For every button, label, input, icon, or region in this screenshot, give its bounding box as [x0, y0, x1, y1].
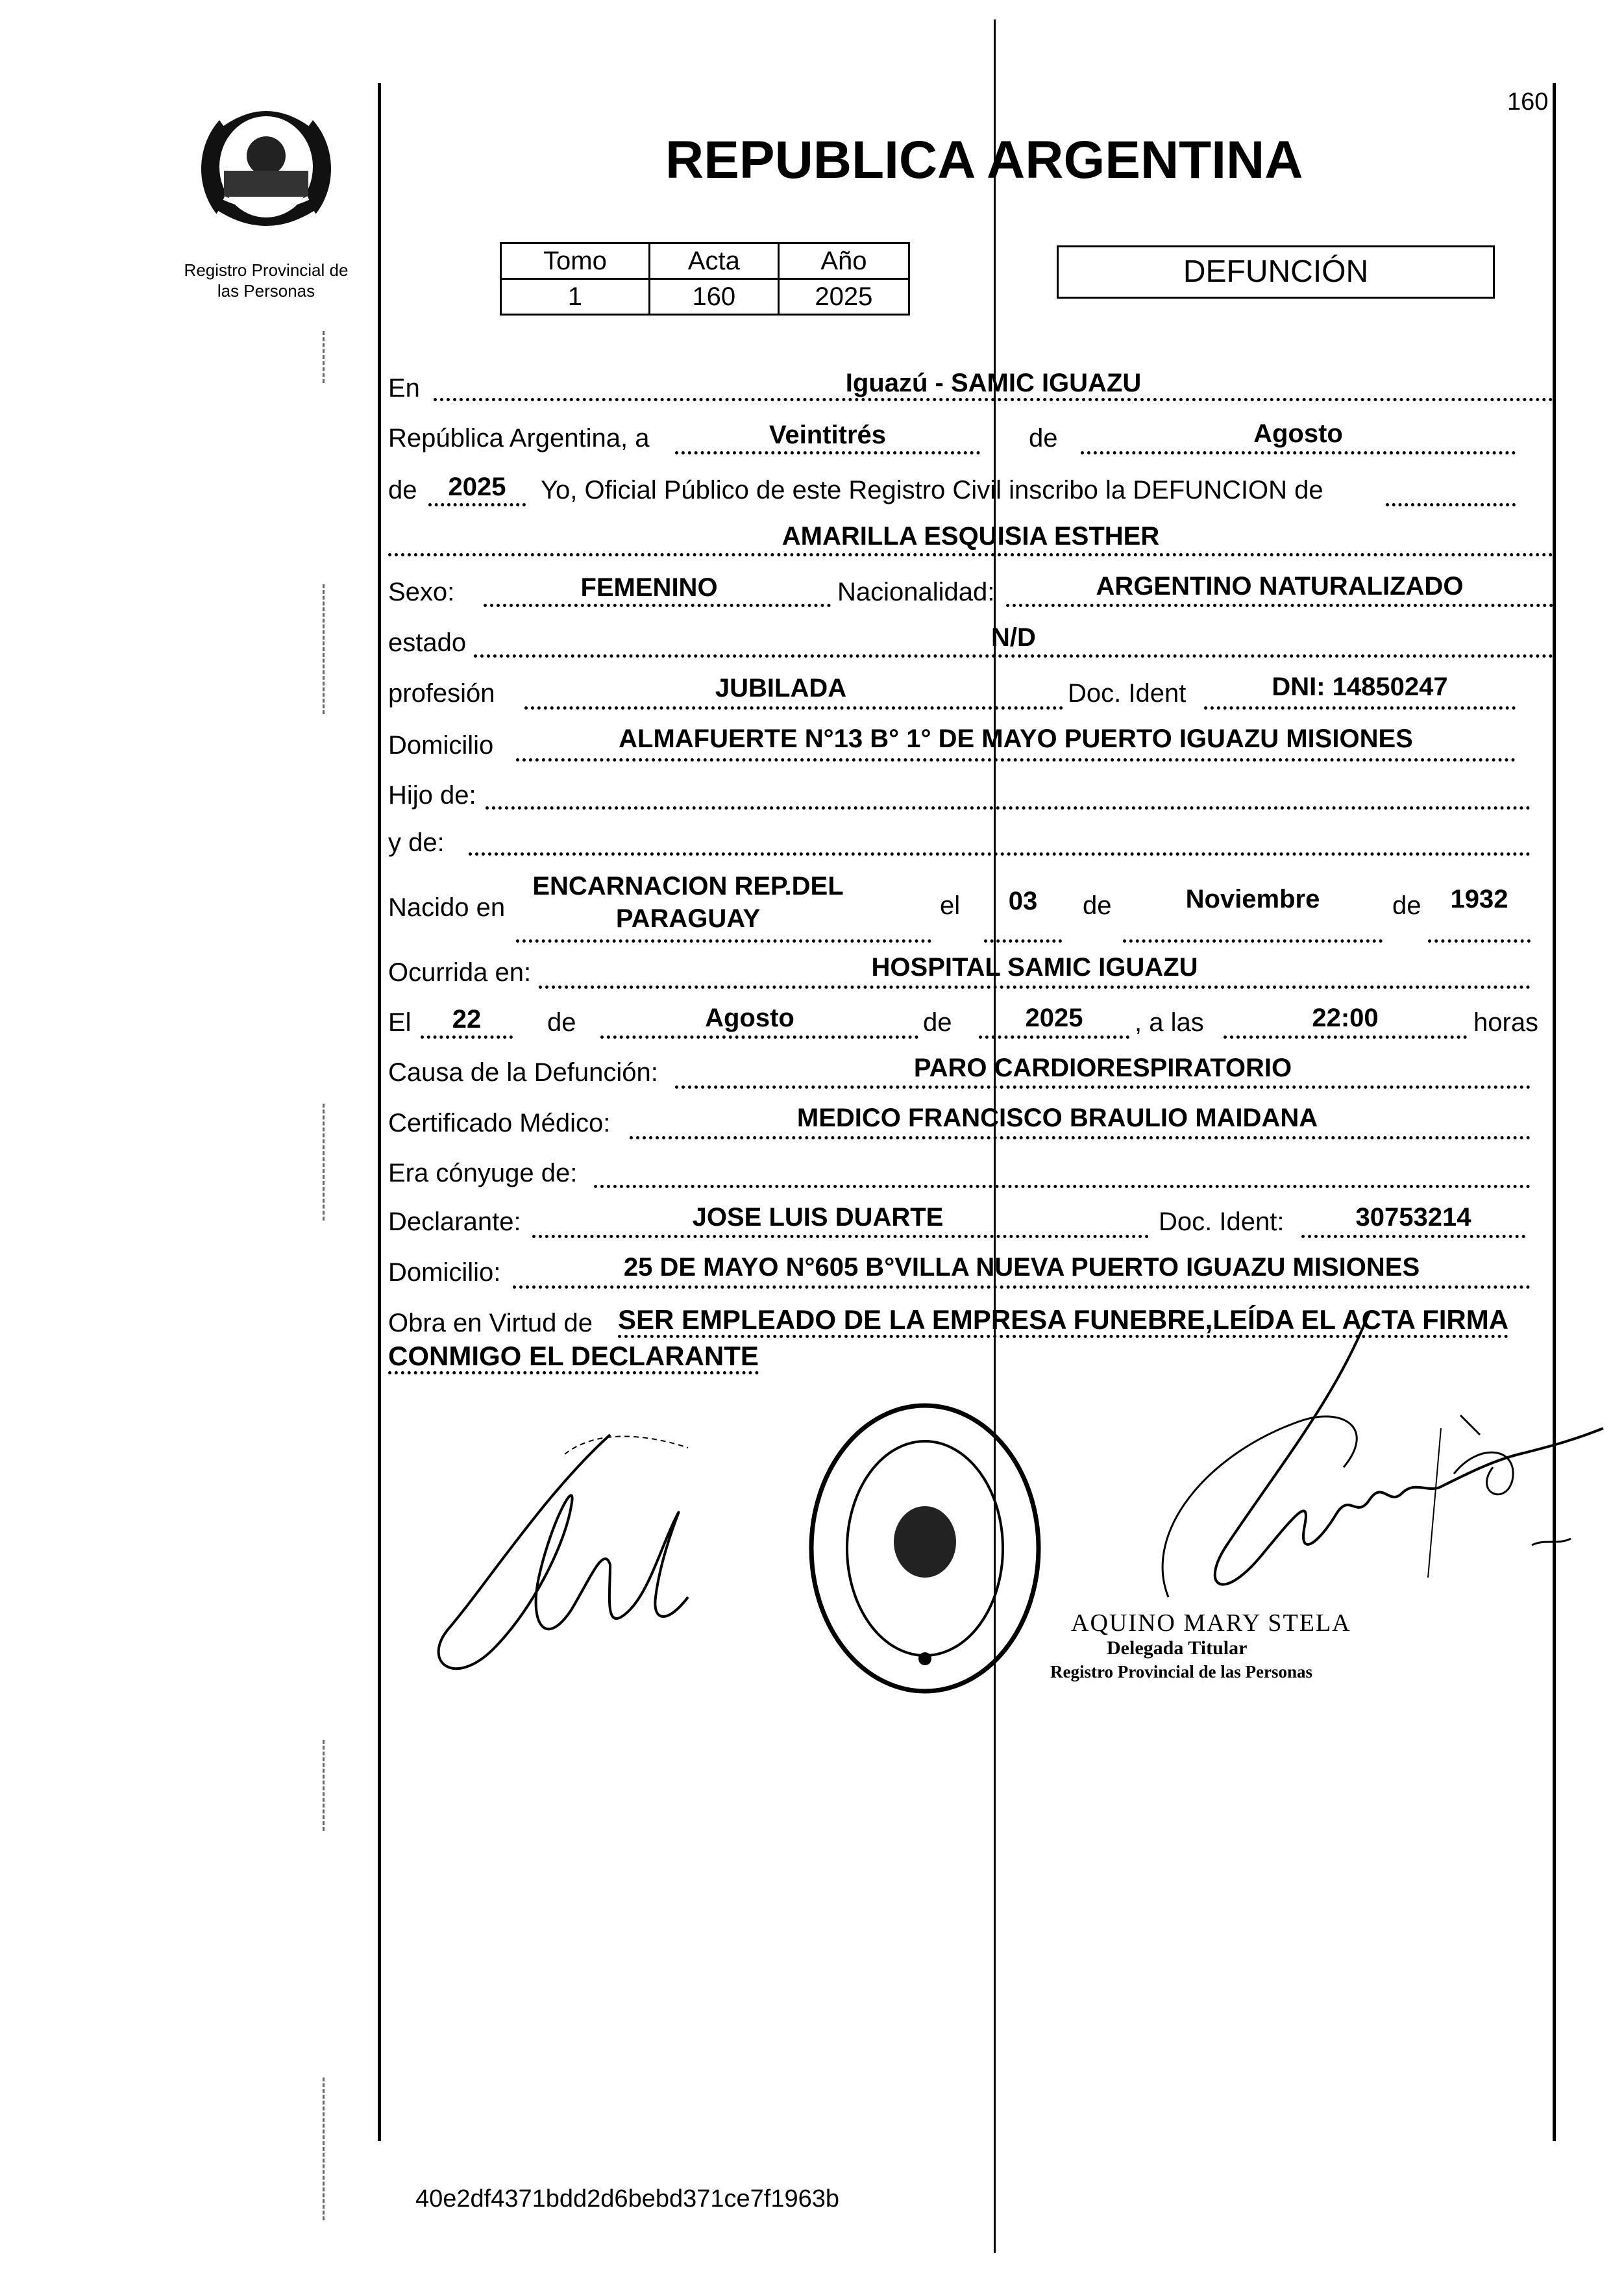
de3-label: de: [1392, 891, 1421, 920]
ocurrida-value: HOSPITAL SAMIC IGUAZU: [871, 953, 1198, 982]
horas-label: horas: [1473, 1008, 1539, 1037]
doc-label: Doc. Ident: [1068, 679, 1187, 708]
alas-label: , a las: [1135, 1008, 1204, 1037]
death-year-value: 2025: [1025, 1004, 1083, 1032]
officer-office: Registro Provincial de las Personas: [1050, 1662, 1312, 1681]
month-value: Agosto: [1253, 419, 1343, 448]
nacido-label: Nacido en: [388, 893, 506, 922]
page-title: REPUBLICA ARGENTINA: [665, 130, 1303, 190]
causa-line: [675, 1085, 1531, 1089]
year-de-label: de: [388, 476, 417, 504]
doc2-label: Doc. Ident:: [1159, 1208, 1285, 1236]
en-line: [434, 398, 1553, 401]
declarante-label: Declarante:: [388, 1208, 521, 1236]
birth-day-line: [984, 939, 1062, 943]
doc-line: [1204, 706, 1516, 710]
profesion-value: JUBILADA: [715, 674, 847, 702]
sexo-line: [484, 604, 831, 607]
declarante-value: JOSE LUIS DUARTE: [692, 1203, 944, 1232]
birth-day-value: 03: [1008, 887, 1038, 915]
scan-ticks: [323, 2077, 325, 2220]
causa-label: Causa de la Defunción:: [388, 1058, 658, 1087]
conyuge-line: [594, 1185, 1531, 1188]
birth-year-value: 1932: [1450, 885, 1508, 913]
birth-year-line: [1428, 939, 1531, 943]
sexo-value: FEMENINO: [580, 573, 718, 602]
estado-label: estado: [388, 628, 467, 657]
scan-ticks: [323, 584, 325, 714]
domicilio-value: ALMAFUERTE N°13 B° 1° DE MAYO PUERTO IGUAZU MISIONES: [619, 725, 1413, 753]
acta-header: Acta: [649, 243, 778, 279]
death-day-line: [421, 1035, 513, 1039]
month-line: [1081, 451, 1516, 454]
estado-line: [474, 654, 1553, 658]
birth-month-line: [1123, 939, 1383, 943]
domicilio-label: Domicilio: [388, 731, 494, 760]
death-time-value: 22:00: [1312, 1004, 1379, 1032]
hijo-line: [486, 806, 1531, 810]
doc-value: DNI: 14850247: [1272, 673, 1448, 701]
anio-value: 2025: [778, 279, 909, 315]
inscribe-line: [1386, 503, 1516, 506]
nacionalidad-label: Nacionalidad:: [837, 578, 995, 606]
birth-month-value: Noviembre: [1185, 885, 1320, 913]
conyuge-label: Era cónyuge de:: [388, 1159, 578, 1187]
document-hash: 40e2df4371bdd2d6bebd371ce7f1963b: [415, 2185, 839, 2213]
name-line: [388, 553, 1553, 556]
obra-label: Obra en Virtud de: [388, 1309, 593, 1337]
registry-name-line2: las Personas: [217, 281, 315, 301]
declarante-line: [532, 1235, 1149, 1238]
left-margin-line: [378, 83, 381, 2141]
certificado-label: Certificado Médico:: [388, 1109, 611, 1137]
registry-seal: [805, 1399, 1045, 1698]
day-line: [675, 451, 980, 454]
profesion-line: [524, 706, 1063, 710]
page-number: 160: [1507, 88, 1549, 116]
el-label: el: [940, 891, 961, 920]
domicilio2-line: [513, 1285, 1531, 1289]
de2-label: de: [1083, 891, 1112, 920]
doc2-value: 30753214: [1355, 1203, 1471, 1232]
deceased-name: AMARILLA ESQUISIA ESTHER: [781, 522, 1160, 551]
death-month-line: [600, 1035, 918, 1039]
de5-label: de: [923, 1008, 952, 1037]
yde-line: [469, 852, 1531, 856]
death-day-value: 22: [452, 1005, 482, 1034]
acta-value: 160: [649, 279, 778, 315]
officer-role: Delegada Titular: [1107, 1637, 1248, 1659]
scan-ticks: [323, 1104, 325, 1221]
estado-value: N/D: [991, 623, 1036, 652]
hijo-label: Hijo de:: [388, 781, 476, 810]
tomo-value: 1: [501, 279, 650, 315]
day-words-value: Veintitrés: [769, 421, 887, 449]
scan-ticks: [323, 1740, 325, 1831]
inscribe-text: Yo, Oficial Público de este Registro Civil inscribo la DEFUNCION de: [541, 476, 1323, 504]
nacionalidad-line: [1006, 604, 1553, 607]
scan-ticks: [323, 331, 325, 383]
obra-line2: CONMIGO EL DECLARANTE: [388, 1341, 759, 1374]
de-label: de: [1029, 424, 1058, 453]
sexo-label: Sexo:: [388, 578, 455, 606]
certificado-line: [630, 1136, 1531, 1139]
certificado-value: MEDICO FRANCISCO BRAULIO MAIDANA: [796, 1104, 1318, 1132]
en-label: En: [388, 374, 420, 403]
officer-signature: [1064, 1298, 1610, 1636]
declarant-signature: [415, 1415, 707, 1688]
year-value: 2025: [448, 473, 506, 501]
death-time-line: [1224, 1035, 1467, 1039]
causa-value: PARO CARDIORESPIRATORIO: [913, 1054, 1292, 1082]
yde-label: y de:: [388, 828, 445, 857]
obra-line1: SER EMPLEADO DE LA EMPRESA FUNEBRE,LEÍDA EL ACTA FIRMA: [618, 1305, 1508, 1338]
tomo-header: Tomo: [501, 243, 650, 279]
profesion-label: profesión: [388, 679, 495, 708]
officer-name: AQUINO MARY STELA: [1071, 1609, 1351, 1637]
doc2-line: [1301, 1235, 1525, 1238]
de4-label: de: [547, 1008, 576, 1037]
place-value: Iguazú - SAMIC IGUAZU: [845, 369, 1142, 397]
nacionalidad-value: ARGENTINO NATURALIZADO: [1096, 572, 1464, 601]
record-number-table: [500, 242, 910, 316]
ocurrida-label: Ocurrida en:: [388, 958, 532, 987]
provincial-emblem: [195, 94, 338, 243]
birthplace-line1: ENCARNACION REP.DEL: [532, 872, 844, 900]
year-line: [428, 503, 526, 506]
record-type-box: DEFUNCIÓN: [1057, 245, 1495, 299]
domicilio2-value: 25 DE MAYO N°605 B°VILLA NUEVA PUERTO IGUAZU MISIONES: [623, 1253, 1420, 1282]
domicilio-line: [516, 758, 1516, 762]
birthplace-line: [516, 939, 931, 943]
death-month-value: Agosto: [705, 1004, 794, 1032]
death-year-line: [979, 1035, 1129, 1039]
ocurrida-line: [539, 986, 1531, 989]
domicilio2-label: Domicilio:: [388, 1258, 501, 1287]
el2-label: El: [388, 1008, 412, 1037]
anio-header: Año: [778, 243, 909, 279]
republica-label: República Argentina, a: [388, 424, 650, 453]
birthplace-line2: PARAGUAY: [615, 904, 761, 933]
registry-name-line1: Registro Provincial de: [184, 260, 349, 280]
